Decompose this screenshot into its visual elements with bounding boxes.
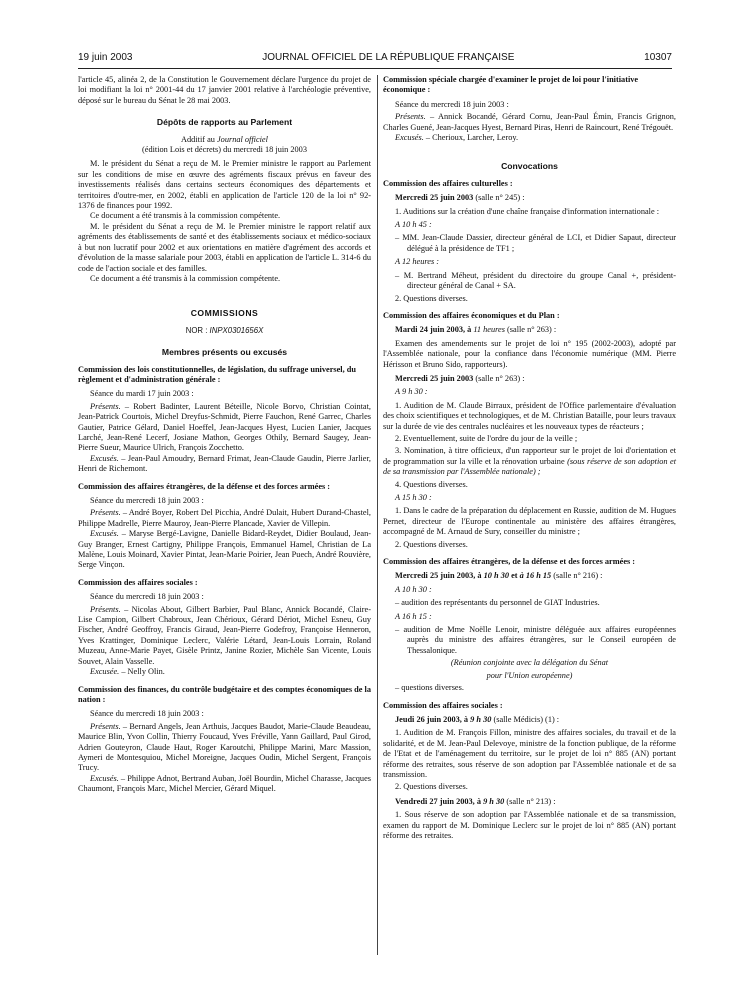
- excuses-list: – Cherioux, Larcher, Leroy.: [423, 133, 519, 143]
- membres-heading: Membres présents ou excusés: [161, 347, 288, 358]
- presents-label: Présents.: [90, 401, 121, 411]
- salle-label: (salle n° 216) :: [551, 571, 603, 581]
- convoc-culturelles-hour-1: A 10 h 45 :: [395, 220, 432, 230]
- commission-etrangeres-excuses: [78, 529, 371, 571]
- et-label: et: [509, 571, 520, 581]
- convoc-etrangeres-joint-1: (Réunion conjointe avec la délégation du Sénat: [450, 658, 609, 668]
- date-label: Vendredi 27 juin 2003, à: [395, 796, 484, 806]
- time-label: 11 heures: [473, 325, 505, 335]
- additif-prefix: Additif au: [181, 134, 217, 144]
- excuses-list: – Maryse Bergé-Lavigne, Danielle Bidard-Reydet, Didier Boulaud, Jean-Guy Branger, Ernest Cartigny, Philippe François, Emmanuel Hamel, Christian de La Malène, Louis Moinard, Xavier Pintat, Jean-Marie Poirier, Jean Puech, André Rouvière, Serge Vinçon.: [78, 529, 371, 570]
- convoc-etrangeres-hour-1: A 10 h 30 :: [395, 584, 432, 594]
- salle-label: (salle n° 263) :: [504, 325, 557, 335]
- nor-line: [78, 326, 371, 336]
- intro-paragraph: l'article 45, alinéa 2, de la Constitution le Gouvernement déclare l'urgence du projet de loi modifiant la loi n° 2001-44 du 17 janvier 2001 relative à l'archéologie préventive, déposé sur le bureau du Sénat le 28 mai 2003.: [78, 75, 371, 105]
- commission-lois-seance: Séance du mardi 17 juin 2003 :: [90, 389, 194, 399]
- commission-speciale-presents: [383, 112, 676, 133]
- item-italic: (sous réserve de son adoption et de sa transmission par l'Assemblée nationale) ;: [383, 456, 676, 477]
- rapport-1-transmis: Ce document a été transmis à la commission compétente.: [90, 211, 281, 221]
- rapport-2-transmis: Ce document a été transmis à la commission compétente.: [90, 273, 281, 283]
- convoc-economiques-title: Commission des affaires économiques et du Plan :: [383, 310, 560, 320]
- commission-etrangeres-presents: [78, 508, 371, 529]
- commission-lois-title: Commission des lois constitutionnelles, de législation, du suffrage universel, du règlement et d'administration générale :: [78, 364, 356, 384]
- presents-label: Présents.: [90, 604, 121, 614]
- nor-label: NOR :: [185, 325, 210, 335]
- excuses-list: – Philippe Adnot, Bertrand Auban, Joël Bourdin, Michel Charasse, Jacques Chaumont, François Marc, Michel Mercier, Gérard Miquel.: [78, 773, 371, 794]
- convoc-etrangeres-date: [383, 571, 676, 581]
- presents-list: – André Boyer, Robert Del Picchia, André Dulait, Hubert Durand-Chastel, Philippe Madrelle, Pierre Mauroy, Jean-Pierre Plancade, Xavier de Villepin.: [78, 508, 371, 528]
- convoc-economiques-hour-1: A 9 h 30 :: [395, 387, 428, 397]
- convoc-economiques-date-2: [383, 374, 676, 384]
- excusee-label: Excusée.: [90, 667, 120, 677]
- date-label: Mardi 24 juin 2003, à: [395, 325, 474, 335]
- presents-list: – Nicolas About, Gilbert Barbier, Paul Blanc, Annick Bocandé, Claire-Lise Campion, Gilbert Chabroux, Jean Chérioux, Gérard Dériot, Michel Esneu, Guy Fischer, André Geoffroy, Francis Giraud, Jean-Pierre Godefroy, Françoise Henneron, Yves Krattinger, Dominique Leclerc, Valérie Létard, Jean-Louis Lorrain, Roland Muzeau, Anne-Marie Payet, Gisèle Printz, Janine Rozier, Michèle San Vicente, Louis Souvet, Alain Vasselle.: [78, 604, 371, 666]
- convoc-culturelles-dash-1: – MM. Jean-Claude Dassier, directeur général de LCI, et Didier Sapaut, directeur délégué à la présidence de TF1 ;: [383, 233, 676, 254]
- presents-label: Présents.: [90, 508, 121, 518]
- commission-speciale-excuses: [383, 133, 676, 143]
- time-1: 10 h 30: [483, 571, 510, 581]
- convoc-culturelles-item-2: 2. Questions diverses.: [395, 293, 468, 303]
- commission-sociales-seance: Séance du mercredi 18 juin 2003 :: [90, 592, 204, 602]
- depots-heading: Dépôts de rapports au Parlement: [156, 117, 293, 128]
- presents-list: – Robert Badinter, Laurent Béteille, Nicole Borvo, Christian Cointat, Jean-Patrick Courtois, Michel Dreyfus-Schmidt, Pierre Fauchon, René Garrec, Charles Gautier, Patrice Gélard, Daniel Hoeffel, Jean-Jacques Hyest, Lucien Lanier, Jacques Larché, Jean-René Lecerf, Josiane Mathon, Georges Othily, Bernard Saugey, Jean-Pierre Sueur, Maurice Ulrich, François Zocchetto.: [78, 401, 371, 453]
- convoc-economiques-item-4: 4. Questions diverses.: [395, 479, 468, 489]
- convocations-heading: Convocations: [501, 161, 558, 172]
- convoc-economiques-hour-2: A 15 h 30 :: [395, 493, 432, 502]
- convoc-culturelles-item-1: 1. Auditions sur la création d'une chaîne française d'information internationale :: [395, 206, 660, 216]
- convoc-etrangeres-joint-2: pour l'Union européenne): [486, 670, 573, 680]
- excuses-label: Excusés.: [90, 453, 119, 463]
- time-2: à 16 h 15: [519, 571, 552, 581]
- date-label: Mercredi 25 juin 2003: [395, 193, 474, 203]
- header-date: 19 juin 2003: [78, 52, 133, 63]
- rapport-2: M. le président du Sénat a reçu de M. le Premier ministre le rapport relatif aux agréments des établissements de santé et des établissements sociaux et médico-sociaux à but non lucratif pour 2002 et aux orientations en matière d'agrément des accords et d'évolution de la masse salariale pour 2003, établi en application de l'article L. 314-6 du code de l'action sociale et des familles.: [78, 221, 371, 273]
- item-text: 3. Nomination, à titre officieux, d'un rapporteur sur le projet de loi d'orientation et de programmation sur la ville et la rénovation urbaine: [383, 446, 676, 466]
- convoc-economiques-item-1: 1. Audition de M. Claude Birraux, président de l'Office parlementaire d'évaluation des choix scientifiques et technologiques, et de M. Christian Bataille, pour leurs travaux sur la durée de vie des centrales nucléaires et les nouveaux types de réacteurs ;: [383, 400, 676, 431]
- date-label: Mercredi 25 juin 2003, à: [395, 571, 484, 581]
- date-label: Jeudi 26 juin 2003, à: [395, 714, 471, 724]
- commission-etrangeres-title: Commission des affaires étrangères, de la défense et des forces armées :: [78, 481, 331, 491]
- convoc-sociales-item-3: 1. Sous réserve de son adoption par l'Assemblée nationale et de sa transmission, examen du rapport de M. Dominique Leclerc sur le projet de loi n° 885 (AN) portant réforme des retraites.: [383, 810, 676, 840]
- presents-label: Présents.: [395, 112, 426, 122]
- commission-sociales-presents: [78, 605, 371, 667]
- presents-label: Présents.: [90, 721, 121, 731]
- commission-finances-excuses: [78, 774, 371, 795]
- excuses-label: Excusés.: [90, 773, 119, 783]
- commission-speciale-seance: Séance du mercredi 18 juin 2003 :: [395, 99, 509, 109]
- convoc-economiques-item-6: 2. Questions diverses.: [395, 539, 468, 549]
- commissions-heading: COMMISSIONS: [190, 308, 259, 319]
- page-header: [78, 52, 672, 68]
- commission-finances-title: Commission des finances, du contrôle budgétaire et des comptes économiques de la nation :: [78, 684, 371, 704]
- commission-finances-presents: [78, 722, 371, 774]
- additif-journal: Journal officiel: [217, 134, 268, 144]
- time-label: 9 h 30: [470, 714, 492, 724]
- salle-label: (salle n° 245) :: [473, 193, 525, 203]
- convoc-economiques-date-1: [383, 325, 676, 335]
- right-column: [383, 75, 676, 843]
- salle-label: (salle n° 213) :: [504, 796, 556, 806]
- edition-line: (édition Lois et décrets) du mercredi 18 juin 2003: [142, 145, 307, 155]
- commission-speciale-title: Commission spéciale chargée d'examiner le projet de loi pour l'initiative économique :: [383, 75, 639, 95]
- convoc-economiques-text-1: Examen des amendements sur le projet de loi n° 195 (2002-2003), adopté par l'Assemblée nationale, pour la confiance dans l'économie numérique (MM. Pierre Hérisson et Bruno Sido, rapporteurs).: [383, 338, 676, 369]
- date-label: Mercredi 25 juin 2003: [395, 373, 474, 383]
- convoc-economiques-item-5: 1. Dans le cadre de la préparation du déplacement en Russie, audition de M. Hugues Pernet, directeur de l'Europe continentale au ministère des affaires étrangères, accompagné de M. Arnaud de Sury, conseiller du ministre ;: [383, 506, 676, 537]
- convoc-sociales-date-2: [383, 797, 676, 807]
- excuses-list: – Jean-Paul Amoudry, Bernard Frimat, Jean-Claude Gaudin, Pierre Jarlier, Henri de Richemont.: [78, 453, 371, 474]
- commission-sociales-excusee: [78, 667, 371, 677]
- excusee-list: – Nelly Olin.: [119, 667, 165, 677]
- commission-etrangeres-seance: Séance du mercredi 18 juin 2003 :: [90, 496, 204, 505]
- rapport-1: M. le président du Sénat a reçu de M. le Premier ministre le rapport au Parlement sur les conditions de mise en œuvre des agréments fiscaux prévus en faveur des investissements réalisés dans certains secteurs économiques des départements et territoires d'outre-mer, en 2002, établi en application de l'article 120 de la loi n° 92-1376 de finances pour 1992.: [78, 159, 371, 211]
- header-page-number: 10307: [644, 52, 672, 63]
- convoc-culturelles-date: [383, 193, 676, 203]
- convoc-etrangeres-hour-2: A 16 h 15 :: [395, 611, 432, 621]
- convoc-culturelles-dash-2: – M. Bertrand Méheut, président du directoire du groupe Canal +, président-directeur général de Canal + SA.: [383, 271, 676, 292]
- convoc-etrangeres-dash-3: – questions diverses.: [383, 683, 676, 693]
- additif-line: [78, 135, 371, 145]
- convoc-economiques-item-3: [383, 446, 676, 477]
- presents-list: – Annick Bocandé, Gérard Cornu, Jean-Paul Émin, Francis Grignon, Charles Guené, Jean-Jacques Hyest, Bernard Piras, Henri de Raincourt, René Trégouët.: [383, 112, 676, 132]
- convoc-culturelles-title: Commission des affaires culturelles :: [383, 178, 513, 188]
- excuses-label: Excusés.: [395, 133, 424, 143]
- commission-finances-seance: Séance du mercredi 18 juin 2003 :: [90, 709, 204, 719]
- convoc-culturelles-hour-2: A 12 heures :: [395, 257, 440, 267]
- salle-label: (salle Médicis) (1) :: [491, 714, 560, 724]
- column-divider: [377, 75, 378, 955]
- commission-sociales-title: Commission des affaires sociales :: [78, 577, 198, 587]
- convoc-sociales-title: Commission des affaires sociales :: [383, 700, 503, 710]
- convoc-sociales-date-1: [383, 715, 676, 725]
- commission-lois-presents: [78, 402, 371, 454]
- commission-lois-excuses: [78, 454, 371, 475]
- time-label: 9 h 30: [483, 796, 505, 806]
- convoc-sociales-item-1: 1. Audition de M. François Fillon, ministre des affaires sociales, du travail et de la solidarité, et de M. Jean-Paul Delevoye, ministre de la fonction publique, de la réforme de l'Etat et de l'aménagement du territoire, sur le projet de loi n° 885 (AN) portant réforme des retraites, sous réserve de son adoption par l'Assemblée nationale et de sa transmission.: [383, 728, 676, 779]
- header-rule: [78, 68, 672, 69]
- convoc-etrangeres-dash-2: – audition de Mme Noëlle Lenoir, ministre déléguée aux affaires européennes auprès du ministre des affaires étrangères, sur le Conseil européen de Thessalonique.: [383, 625, 676, 656]
- convoc-etrangeres-dash-1: – audition des représentants du personnel de GIAT Industries.: [383, 598, 676, 608]
- convoc-sociales-item-2: 2. Questions diverses.: [395, 782, 468, 792]
- presents-list: – Bernard Angels, Jean Arthuis, Jacques Baudot, Marie-Claude Beaudeau, Maurice Blin, Yvon Collin, Thierry Foucaud, Yves Fréville, Yann Gaillard, Paul Girod, Adrien Gouteyron, Claude Haut, Roger Karoutchi, Philippe Marini, Marc Massion, Aymeri de Montesquiou, Michel Moreigne, Jacques Oudin, Michel Sergent, François Trucy.: [78, 721, 371, 773]
- salle-label: (salle n° 263) :: [473, 373, 525, 383]
- nor-code: INPX0301656X: [209, 325, 264, 335]
- excuses-label: Excusés.: [90, 529, 119, 539]
- header-journal-title: JOURNAL OFFICIEL DE LA RÉPUBLIQUE FRANÇAISE: [262, 52, 515, 63]
- convoc-etrangeres-title: Commission des affaires étrangères, de la défense et des forces armées :: [383, 557, 636, 567]
- convoc-economiques-item-2: 2. Eventuellement, suite de l'ordre du jour de la veille ;: [395, 433, 578, 443]
- left-column: [78, 75, 371, 795]
